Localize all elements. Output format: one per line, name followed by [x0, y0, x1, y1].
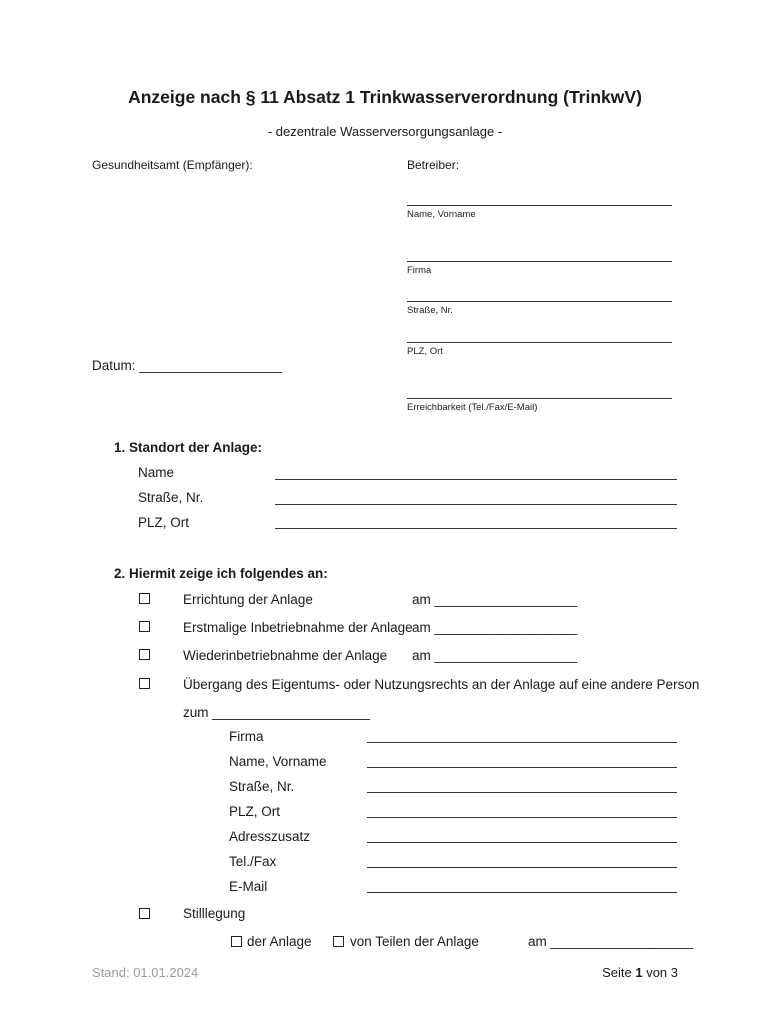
transfer-email-label: E-Mail — [229, 879, 268, 894]
transfer-checkbox[interactable] — [139, 678, 150, 689]
site-city-label: PLZ, Ort — [138, 515, 190, 530]
operator-name-caption: Name, Vorname — [407, 209, 476, 220]
first-commissioning-label: Erstmalige Inbetriebnahme der Anlage — [183, 620, 413, 635]
site-name-line[interactable] — [275, 479, 677, 480]
transfer-name-line[interactable] — [367, 767, 677, 768]
transfer-name-label: Name, Vorname — [229, 754, 327, 769]
shutdown-checkbox[interactable] — [139, 908, 150, 919]
footer-page-indicator — [602, 965, 678, 980]
site-street-line[interactable] — [275, 504, 677, 505]
transfer-city-line[interactable] — [367, 817, 677, 818]
transfer-street-label: Straße, Nr. — [229, 779, 295, 794]
operator-contact-line[interactable] — [407, 398, 672, 399]
page-prefix: Seite — [602, 965, 636, 980]
transfer-label: Übergang des Eigentums- oder Nutzungsrechts an der Anlage auf eine andere Person — [183, 677, 700, 692]
transfer-address-extra-label: Adresszusatz — [229, 829, 311, 844]
construction-date-field[interactable]: am ___________________ — [412, 592, 578, 607]
operator-city-line[interactable] — [407, 342, 672, 343]
construction-checkbox[interactable] — [139, 593, 150, 604]
document-title: Anzeige nach § 11 Absatz 1 Trinkwasserverordnung (TrinkwV) — [128, 87, 642, 107]
date-field[interactable]: Datum: ___________________ — [92, 358, 282, 373]
construction-label: Errichtung der Anlage — [183, 592, 313, 607]
transfer-email-line[interactable] — [367, 892, 677, 893]
site-street-label: Straße, Nr. — [138, 490, 204, 505]
section2-heading: 2. Hiermit zeige ich folgendes an: — [114, 566, 328, 581]
recipient-label: Gesundheitsamt (Empfänger): — [92, 158, 253, 172]
transfer-company-line[interactable] — [367, 742, 677, 743]
transfer-company-label: Firma — [229, 729, 264, 744]
operator-contact-caption: Erreichbarkeit (Tel./Fax/E-Mail) — [407, 402, 538, 413]
recommissioning-label: Wiederinbetriebnahme der Anlage — [183, 648, 388, 663]
document-subtitle: - dezentrale Wasserversorgungsanlage - — [267, 124, 503, 139]
operator-company-caption: Firma — [407, 265, 432, 276]
operator-city-caption: PLZ, Ort — [407, 346, 443, 357]
operator-label: Betreiber: — [407, 158, 460, 172]
footer-stand: Stand: 01.01.2024 — [92, 965, 199, 980]
operator-name-line[interactable] — [407, 205, 672, 206]
recommissioning-checkbox[interactable] — [139, 649, 150, 660]
transfer-address-extra-line[interactable] — [367, 842, 677, 843]
operator-company-line[interactable] — [407, 261, 672, 262]
shutdown-whole-checkbox[interactable] — [231, 936, 242, 947]
first-commissioning-date-field[interactable]: am ___________________ — [412, 620, 578, 635]
transfer-phone-label: Tel./Fax — [229, 854, 277, 869]
first-commissioning-checkbox[interactable] — [139, 621, 150, 632]
site-city-line[interactable] — [275, 528, 677, 529]
operator-street-line[interactable] — [407, 301, 672, 302]
site-name-label: Name — [138, 465, 175, 480]
shutdown-date-field[interactable]: am ___________________ — [528, 934, 694, 949]
transfer-date-field[interactable]: zum _____________________ — [183, 705, 370, 720]
shutdown-partial-label: von Teilen der Anlage — [350, 934, 479, 949]
page-number: 1 — [635, 965, 643, 980]
transfer-city-label: PLZ, Ort — [229, 804, 281, 819]
page-suffix: von 3 — [642, 965, 678, 980]
operator-street-caption: Straße, Nr. — [407, 305, 453, 316]
shutdown-partial-checkbox[interactable] — [333, 936, 344, 947]
shutdown-whole-label: der Anlage — [247, 934, 312, 949]
section1-heading: 1. Standort der Anlage: — [114, 440, 263, 455]
transfer-phone-line[interactable] — [367, 867, 677, 868]
transfer-street-line[interactable] — [367, 792, 677, 793]
shutdown-label: Stilllegung — [183, 906, 246, 921]
recommissioning-date-field[interactable]: am ___________________ — [412, 648, 578, 663]
